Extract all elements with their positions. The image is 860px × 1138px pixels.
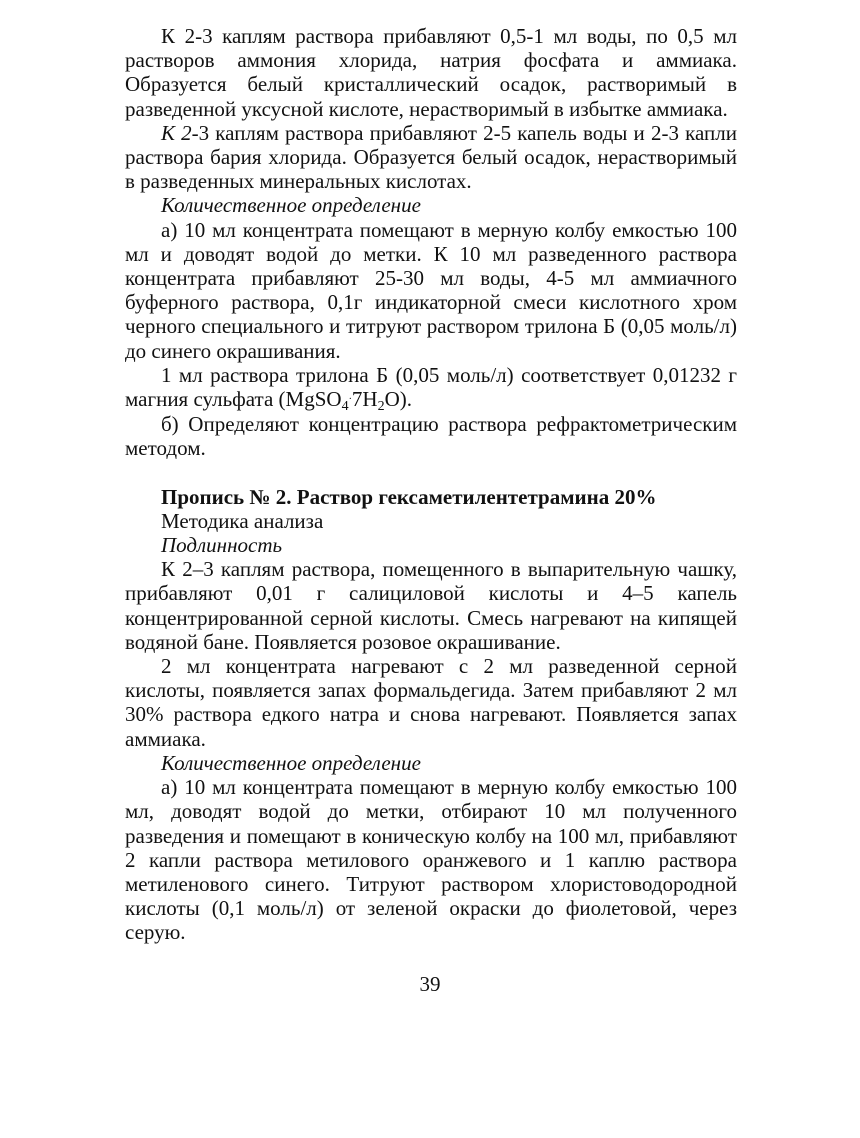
heading-quantitative-2: Количественное определение: [161, 750, 421, 775]
paragraph-titration-2: а) 10 мл концентрата помещают в мерную колбу емкостью 100 мл, доводят водой до метки, отбирают 10 мл полученного разведения и помещают в коническую колбу на 100 мл, прибавляют 2 капли раствора метилового оранжевого и 1 каплю раствора метиленового синего. Титруют раствором хлористоводородной кислоты (0,1 моль/л) от зеленой окраски до фиолетовой, через серую.: [125, 775, 737, 945]
paragraph-barium-test: [125, 121, 737, 194]
method-heading: Методика анализа: [161, 508, 324, 533]
body-text: [125, 24, 737, 945]
paragraph-titration-1: а) 10 мл концентрата помещают в мерную колбу емкостью 100 мл и доводят водой до метки. К 10 мл разведенного раствора концентрата прибавляют 25-30 мл воды, 4-5 мл аммиачного буферного раствора, 0,1г индикаторной смеси кислотного хром черного специального и титруют раствором трилона Б (0,05 моль/л) до синего окрашивания.: [125, 217, 737, 363]
paragraph-equivalence: 1 мл раствора трилона Б (0,05 моль/л) соответствует 0,01232 г магния сульфата $(MgSO_4\cdot 7H_2O)$.: [125, 362, 737, 415]
paragraph-magnesium-test: К 2-3 каплям раствора прибавляют 0,5-1 мл воды, по 0,5 мл растворов аммония хлорида, натрия фосфата и аммиака. Образуется белый кристаллический осадок, растворимый в разведенной уксусной кислоте, нерастворимый в избытке аммиака.: [125, 24, 737, 121]
section-title: Пропись № 2. Раствор гексаметилентетрамина 20%: [161, 484, 657, 509]
italic-lead: К 2: [161, 120, 192, 145]
paragraph-refractometry: б) Определяют концентрацию раствора рефрактометрическим методом.: [125, 412, 737, 461]
heading-authenticity: Подлинность: [161, 533, 283, 558]
paragraph-barium-rest: -3 каплям раствора прибавляют 2-5 капель воды и 2-3 капли раствора бария хлорида. Образуется белый осадок, нерастворимый в разведенных минеральных кислотах.: [125, 120, 737, 194]
page-number: 39: [419, 972, 441, 996]
paragraph-formaldehyde-test: 2 мл концентрата нагревают с 2 мл разведенной серной кислоты, появляется запах формальдегида. Затем прибавляют 2 мл 30% раствора едкого натра и снова нагревают. Появляется запах аммиака.: [125, 654, 737, 751]
paragraph-salicylic-test: К 2–3 каплям раствора, помещенного в выпарительную чашку, прибавляют 0,01 г салициловой кислоты и 4–5 капель концентрированной серной кислоты. Смесь нагревают на кипящей водяной бане. Появляется розовое окрашивание.: [125, 557, 737, 654]
heading-quantitative-1: Количественное определение: [161, 193, 421, 218]
equivalence-text: 1 мл раствора трилона Б (0,05 моль/л) соответствует 0,01232 г магния сульфата (: [125, 362, 737, 412]
formula-mgso4: $MgSO_4\cdot 7H_2O$: [285, 387, 400, 415]
